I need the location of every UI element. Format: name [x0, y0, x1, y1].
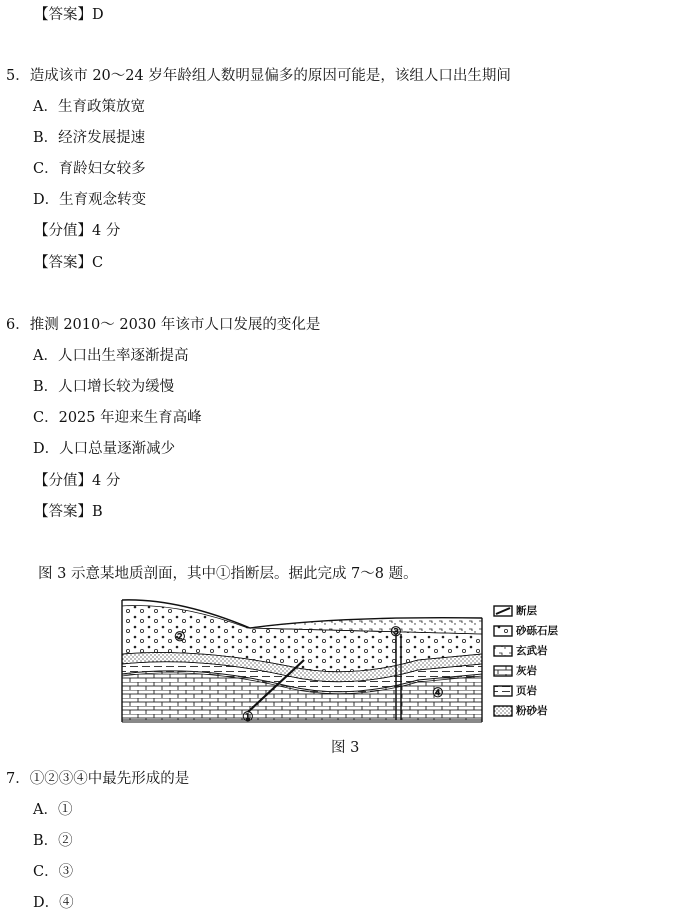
q5-score: 【分值】4 分	[34, 223, 121, 239]
legend-fault: 断层	[516, 605, 537, 617]
legend-shale: 页岩	[516, 685, 537, 697]
question-7-stem: 7．①②③④中最先形成的是	[6, 771, 190, 787]
legend-basalt: 玄武岩	[516, 645, 548, 657]
q5-answer: 【答案】C	[34, 255, 104, 271]
q6-score: 【分值】4 分	[34, 473, 121, 489]
q5-option-b: B．经济发展提速	[33, 130, 146, 146]
question-6-stem: 6．推测 2010～ 2030 年该市人口发展的变化是	[6, 317, 321, 333]
q5-option-c: C．育龄妇女较多	[33, 161, 146, 177]
q6-option-d: D．人口总量逐渐减少	[33, 441, 176, 457]
q7-option-b: B．②	[33, 833, 73, 849]
q7-option-a: A．①	[33, 802, 73, 818]
q4-answer: 【答案】D	[34, 7, 104, 23]
figure-caption: 图 3	[331, 740, 360, 756]
legend-siltstone: 粉砂岩	[516, 705, 548, 717]
q7-option-d: D．④	[33, 895, 74, 911]
question-5-stem: 5．造成该市 20～24 岁年龄组人数明显偏多的原因可能是，该组人口出生期间	[6, 68, 511, 84]
marker-1: ①	[242, 710, 254, 725]
cross-section-diagram	[118, 594, 568, 730]
geologic-cross-section-figure	[118, 594, 568, 730]
q6-answer: 【答案】B	[34, 504, 103, 520]
q5-option-a: A．生育政策放宽	[33, 99, 145, 115]
q5-option-d: D．生育观念转变	[33, 192, 147, 208]
legend-gravel: 砂砾石层	[516, 625, 558, 637]
q6-option-a: A．人口出生率逐渐提高	[33, 348, 189, 364]
q6-option-c: C．2025 年迎来生育高峰	[33, 410, 202, 426]
marker-4: ④	[432, 686, 444, 701]
legend-limestone: 灰岩	[516, 665, 537, 677]
marker-2: ②	[174, 630, 186, 645]
q6-option-b: B．人口增长较为缓慢	[33, 379, 175, 395]
marker-3: ③	[390, 625, 402, 640]
q7-option-c: C．③	[33, 864, 74, 880]
figure-intro: 图 3 示意某地质剖面，其中①指断层。据此完成 7～8 题。	[38, 566, 418, 582]
